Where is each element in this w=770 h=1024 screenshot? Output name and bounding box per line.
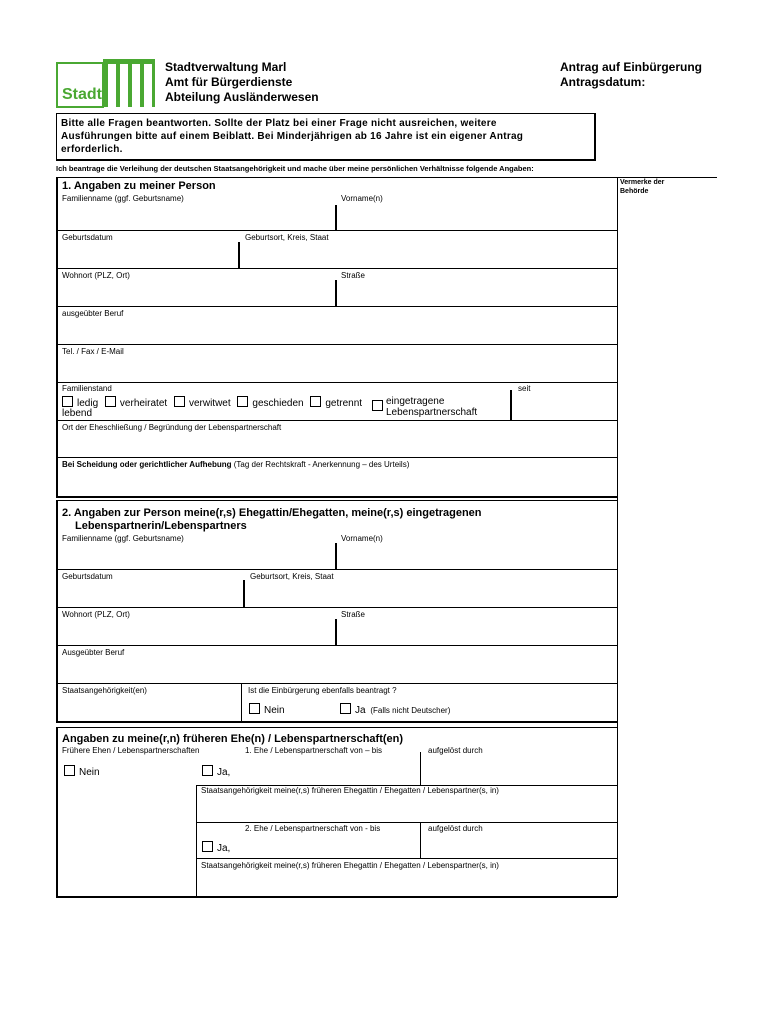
form-date-label: Antragsdatum: <box>560 75 646 89</box>
notice-line-2: Ausführungen bitte auf einem Beiblatt. Bei Minderjährigen ab 16 Jahre ist ein eigener Antrag <box>61 131 524 142</box>
status-partner-line1: eingetragene <box>386 396 445 407</box>
s3-ehe2-label: 2. Ehe / Lebenspartnerschaft von - bis <box>245 824 381 833</box>
s1-scheidung-rest: (Tag der Rechtskraft - Anerkennung – des Urteils) <box>231 460 410 469</box>
s2-wohnort-field[interactable] <box>60 619 330 643</box>
checkbox-icon[interactable] <box>64 765 75 776</box>
section3-heading: Angaben zu meine(r,n) früheren Ehe(n) / Lebenspartnerschaft(en) <box>62 733 404 745</box>
s1-familienname-label: Familienname (ggf. Geburtsname) <box>62 194 184 203</box>
s1-scheidung-bold: Bei Scheidung oder gerichtlicher Aufhebung <box>62 460 232 469</box>
s3-staatsang2-label: Staatsangehörigkeit meine(r,s) früheren Ehegattin / Ehegatten / Lebenspartner(s, in) <box>201 861 499 870</box>
s1-geburtsdatum-field[interactable] <box>60 242 235 266</box>
s1-beruf-field[interactable] <box>60 318 610 342</box>
s1-familienstand-label: Familienstand <box>62 384 112 393</box>
s3-ehe2-field[interactable] <box>245 834 415 856</box>
org-line-2: Amt für Bürgerdienste <box>165 75 293 89</box>
s2-einbuergerung-nein[interactable]: Nein <box>249 703 285 716</box>
s3-ehe1-label: 1. Ehe / Lebenspartnerschaft von – bis <box>245 746 382 755</box>
s2-wohnort-label: Wohnort (PLZ, Ort) <box>62 610 130 619</box>
status-partnerschaft[interactable] <box>372 396 477 418</box>
s1-strasse-label: Straße <box>341 271 366 280</box>
s1-geburtsdatum-label: Geburtsdatum <box>62 233 113 242</box>
s2-staatsang-field[interactable] <box>60 696 238 720</box>
s1-vorname-field[interactable] <box>340 204 610 228</box>
notice-box <box>56 113 596 161</box>
s2-einbuergerung-ja[interactable]: Ja (Falls nicht Deutscher) <box>340 703 450 716</box>
status-geschieden[interactable]: geschieden <box>237 398 303 409</box>
org-line-3: Abteilung Ausländerwesen <box>165 90 319 104</box>
org-block <box>165 60 319 105</box>
status-verwitwet[interactable]: verwitwet <box>174 398 231 409</box>
remarks-label-2: Behörde <box>620 188 649 195</box>
s2-geburtsdatum-label: Geburtsdatum <box>62 572 113 581</box>
s3-ehe1-field[interactable] <box>245 757 415 781</box>
checkbox-icon[interactable] <box>105 396 116 407</box>
s1-scheidung-label <box>62 460 409 469</box>
s2-geburtsdatum-field[interactable] <box>60 581 240 605</box>
s1-vorname-label: Vorname(n) <box>341 194 383 203</box>
s1-beruf-label: ausgeübter Beruf <box>62 309 124 318</box>
s3-aufgeloest2-label: aufgelöst durch <box>428 824 483 833</box>
s2-vorname-label: Vorname(n) <box>341 534 383 543</box>
s3-ja-option[interactable]: Ja, <box>202 765 230 778</box>
s1-strasse-field[interactable] <box>340 280 610 304</box>
checkbox-icon[interactable] <box>310 396 321 407</box>
checkbox-icon[interactable] <box>202 765 213 776</box>
notice-line-1: Bitte alle Fragen beantworten. Sollte der Platz bei einer Frage nicht ausreichen, weitere <box>61 118 497 129</box>
s1-geburtsort-field[interactable] <box>244 242 614 266</box>
s2-einbuergerung-label: Ist die Einbürgerung ebenfalls beantragt ? <box>248 686 397 695</box>
s1-status-row <box>62 396 362 409</box>
status-ledig[interactable]: ledig <box>62 398 98 409</box>
s1-eheschliessung-field[interactable] <box>60 432 610 456</box>
intro-text: Ich beantrage die Verleihung der deutschen Staatsangehörigkeit und mache über meine persönlichen Verhältnisse folgende Angaben: <box>56 164 534 173</box>
form-title: Antrag auf Einbürgerung <box>560 60 702 74</box>
s2-staatsang-label: Staatsangehörigkeit(en) <box>62 686 147 695</box>
s1-scheidung-field[interactable] <box>60 470 610 494</box>
s2-geburtsort-label: Geburtsort, Kreis, Staat <box>250 572 334 581</box>
s1-tel-field[interactable] <box>60 356 610 380</box>
s3-staatsang-field[interactable] <box>200 796 610 820</box>
section2-heading <box>62 507 482 533</box>
s1-familienname-field[interactable] <box>60 204 330 228</box>
remarks-label <box>620 178 664 196</box>
s3-aufgeloest-label: aufgelöst durch <box>428 746 483 755</box>
s3-staatsang-label: Staatsangehörigkeit meine(r,s) früheren Ehegattin / Ehegatten / Lebenspartner(s, in) <box>201 786 499 795</box>
status-lebend-label: lebend <box>62 408 93 419</box>
form-title-block <box>560 60 702 90</box>
s1-eheschliessung-label: Ort der Eheschließung / Begründung der Lebenspartnerschaft <box>62 423 282 432</box>
checkbox-icon[interactable] <box>202 841 213 852</box>
s1-wohnort-field[interactable] <box>60 280 330 304</box>
stadt-marl-logo <box>56 58 156 109</box>
s3-staatsang2-field[interactable] <box>200 870 610 894</box>
s1-geburtsort-label: Geburtsort, Kreis, Staat <box>245 233 329 242</box>
s2-strasse-label: Straße <box>341 610 366 619</box>
section2-heading-line2: Lebenspartnerin/Lebenspartners <box>75 520 247 532</box>
section2-heading-line1: 2. Angaben zur Person meine(r,s) Ehegattin/Ehegatten, meine(r,s) eingetragenen <box>62 507 482 519</box>
s3-aufgeloest2-field[interactable] <box>425 834 610 856</box>
notice-line-3: erforderlich. <box>61 144 123 155</box>
s2-beruf-field[interactable] <box>60 657 610 681</box>
s2-familienname-label: Familienname (ggf. Geburtsname) <box>62 534 184 543</box>
org-line-1: Stadtverwaltung Marl <box>165 60 287 74</box>
checkbox-icon[interactable] <box>249 703 260 714</box>
s1-wohnort-label: Wohnort (PLZ, Ort) <box>62 271 130 280</box>
checkbox-icon[interactable] <box>372 400 383 411</box>
logo-text: Stadt <box>62 86 102 103</box>
s1-tel-label: Tel. / Fax / E-Mail <box>62 347 124 356</box>
section1-heading: 1. Angaben zu meiner Person <box>62 180 216 192</box>
s2-vorname-field[interactable] <box>340 543 610 567</box>
checkbox-icon[interactable] <box>340 703 351 714</box>
s1-seit-label: seit <box>518 384 531 393</box>
status-partner-line2: Lebenspartnerschaft <box>386 407 478 418</box>
s3-fruehere-label: Frühere Ehen / Lebenspartnerschaften <box>62 746 200 755</box>
checkbox-icon[interactable] <box>237 396 248 407</box>
s2-beruf-label: Ausgeübter Beruf <box>62 648 125 657</box>
s3-aufgeloest-field[interactable] <box>425 757 610 781</box>
s3-nein-option[interactable]: Nein <box>64 765 100 778</box>
checkbox-icon[interactable] <box>174 396 185 407</box>
status-verheiratet[interactable]: verheiratet <box>105 398 167 409</box>
checkbox-icon[interactable] <box>62 396 73 407</box>
status-getrennt[interactable]: getrennt <box>310 398 362 409</box>
s3-ja2-option[interactable]: Ja, <box>202 841 230 854</box>
s2-strasse-field[interactable] <box>340 619 610 643</box>
s2-ja-note: (Falls nicht Deutscher) <box>370 706 451 715</box>
s2-familienname-field[interactable] <box>60 543 330 567</box>
remarks-label-1: Vermerke der <box>620 179 665 186</box>
s2-geburtsort-field[interactable] <box>249 581 614 605</box>
